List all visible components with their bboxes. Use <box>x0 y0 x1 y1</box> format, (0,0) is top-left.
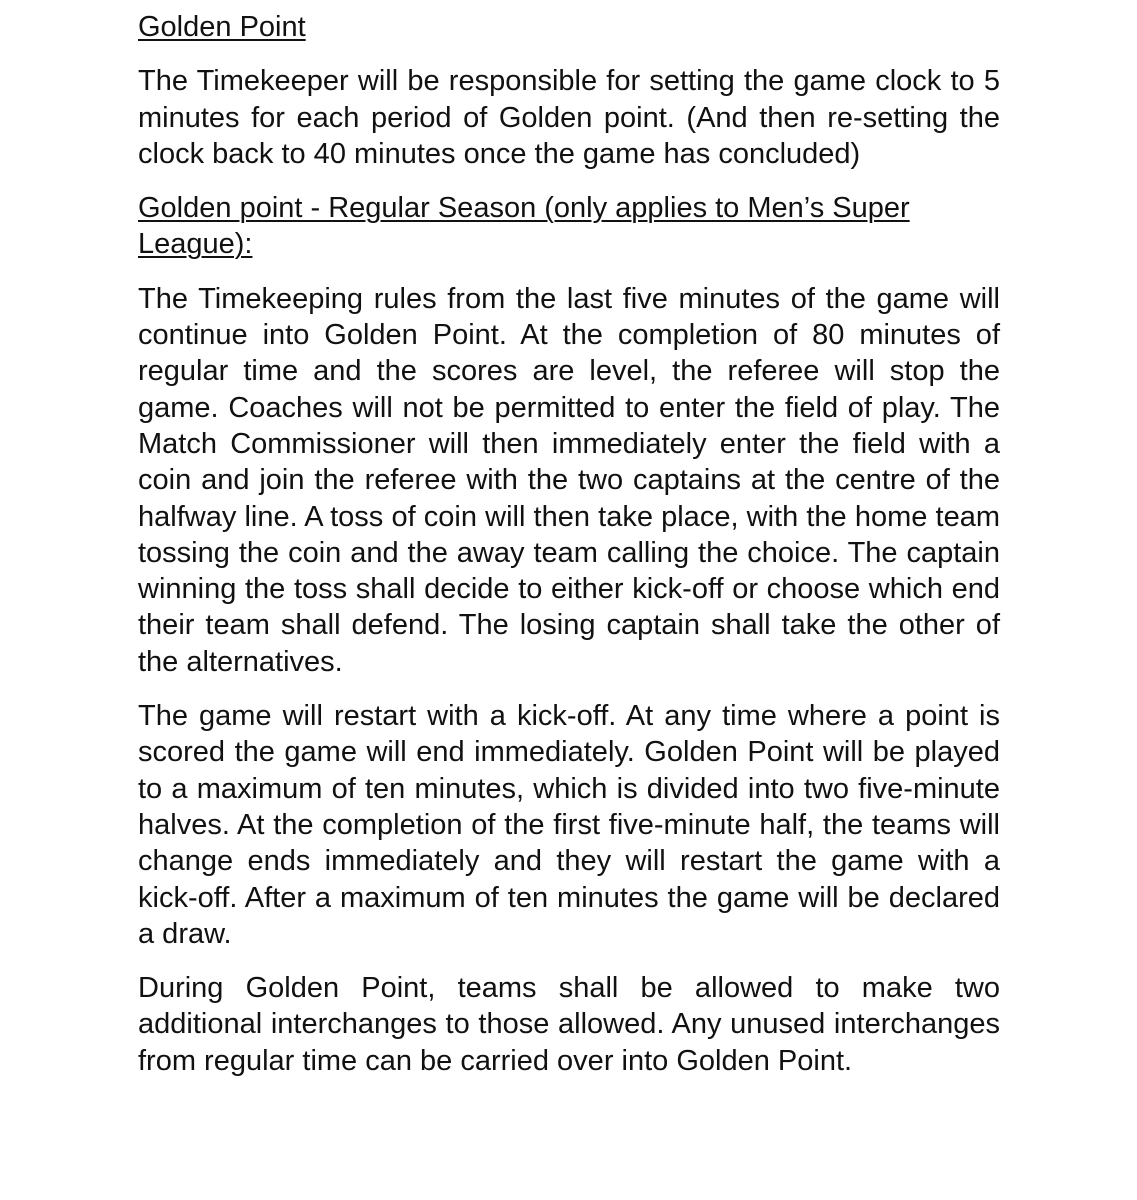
heading-regular-season: Golden point - Regular Season (only applies to Men’s Super League): <box>138 192 910 261</box>
paragraph-timekeeper: The Timekeeper will be responsible for setting the game clock to 5 minutes for each period of Golden point. (And then re-setting the clock back to 40 minutes once the game has concluded) <box>138 65 1000 170</box>
paragraph-restart: The game will restart with a kick-off. At any time where a point is scored the game will end immediately. Golden Point will be played to a maximum of ten minutes, which is divided into two five-minute halves. At the completion of the first five-minute half, the teams will change ends immediately and they will restart the game with a kick-off. After a maximum of ten minutes the game will be declared a draw. <box>138 700 1000 950</box>
heading-golden-point: Golden Point <box>138 11 306 43</box>
document-page <box>138 9 1000 1079</box>
paragraph-interchanges: During Golden Point, teams shall be allowed to make two additional interchanges to those allowed. Any unused interchanges from regular time can be carried over into Golden Point. <box>138 972 1000 1077</box>
paragraph-timekeeping-rules: The Timekeeping rules from the last five minutes of the game will continue into Golden Point. At the completion of 80 minutes of regular time and the scores are level, the referee will stop the game. Coaches will not be permitted to enter the field of play. The Match Commissioner will then immediately enter the field with a coin and join the referee with the two captains at the centre of the halfway line. A toss of coin will then take place, with the home team tossing the coin and the away team calling the choice. The captain winning the toss shall decide to either kick-off or choose which end their team shall defend. The losing captain shall take the other of the alternatives. <box>138 282 1000 678</box>
